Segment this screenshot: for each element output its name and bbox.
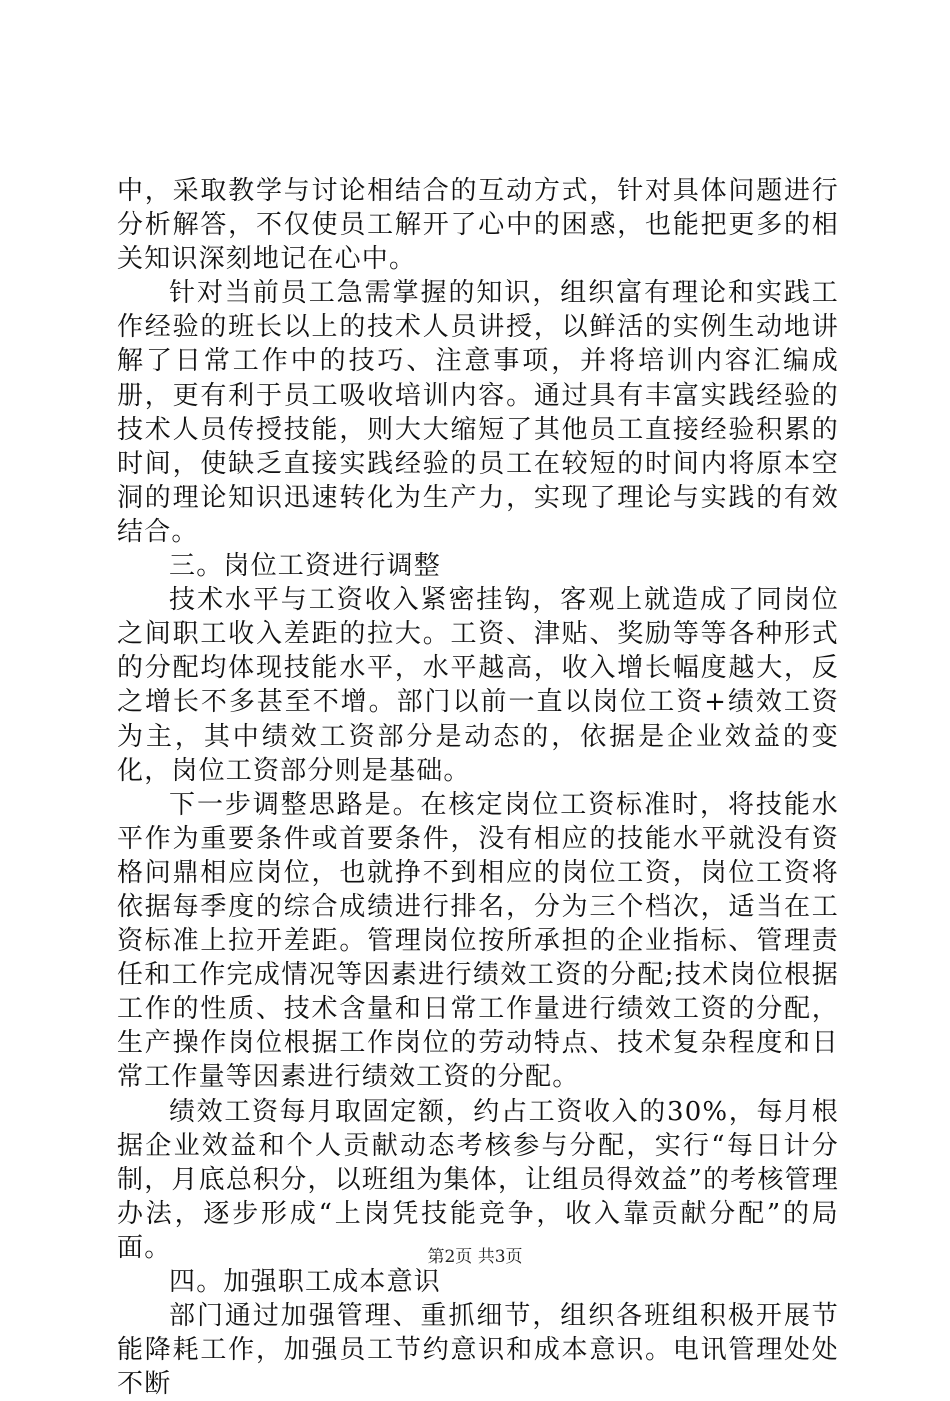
- paragraph-performance-pay: 绩效工资每月取固定额，约占工资收入的30%，每月根据企业效益和个人贡献动态考核参与分配，实行“每日计分制，月底总积分，以班组为集体，让组员得效益”的考核管理办法，逐步形成“上岗凭技能竞争，收入靠贡献分配”的局面。: [117, 1096, 839, 1263]
- paragraph-next-step: 下一步调整思路是。在核定岗位工资标准时，将技能水平作为重要条件或首要条件，没有相应的技能水平就没有资格问鼎相应岗位，也就挣不到相应的岗位工资，岗位工资将依据每季度的综合成绩进行排名，分为三个档次，适当在工资标准上拉开差距。管理岗位按所承担的企业指标、管理责任和工作完成情况等因素进行绩效工资的分配;技术岗位根据工作的性质、技术含量和日常工作量进行绩效工资的分配，生产操作岗位根据工作岗位的劳动特点、技术复杂程度和日常工作量等因素进行绩效工资的分配。: [117, 789, 839, 1093]
- paragraph-continuation: 中，采取教学与讨论相结合的互动方式，针对具体问题进行分析解答，不仅使员工解开了心中的困惑，也能把更多的相关知识深刻地记在心中。: [117, 176, 839, 275]
- section-heading-4: 四。加强职工成本意识: [169, 1267, 442, 1297]
- paragraph-cost-awareness: 部门通过加强管理、重抓细节，组织各班组积极开展节能降耗工作，加强员工节约意识和成本意识。电讯管理处处不断: [117, 1301, 839, 1400]
- paragraph-wage-link: 技术水平与工资收入紧密挂钩，客观上就造成了同岗位之间职工收入差距的拉大。工资、津贴、奖励等等各种形式的分配均体现技能水平，水平越高，收入增长幅度越大，反之增长不多甚至不增。部门以前一直以岗位工资+绩效工资为主，其中绩效工资部分是动态的，依据是企业效益的变化，岗位工资部分则是基础。: [117, 585, 839, 786]
- section-heading-3: 三。岗位工资进行调整: [169, 551, 442, 582]
- page-number-footer: 第2页 共3页: [427, 1247, 523, 1267]
- paragraph-training: 针对当前员工急需掌握的知识，组织富有理论和实践工作经验的班长以上的技术人员讲授，以鲜活的实例生动地讲解了日常工作中的技巧、注意事项，并将培训内容汇编成册，更有利于员工吸收培训内容。通过具有丰富实践经验的技术人员传授技能，则大大缩短了其他员工直接经验积累的时间，使缺乏直接实践经验的员工在较短的时间内将原本空洞的理论知识迅速转化为生产力，实现了理论与实践的有效结合。: [117, 278, 839, 547]
- document-body: [117, 174, 839, 1401]
